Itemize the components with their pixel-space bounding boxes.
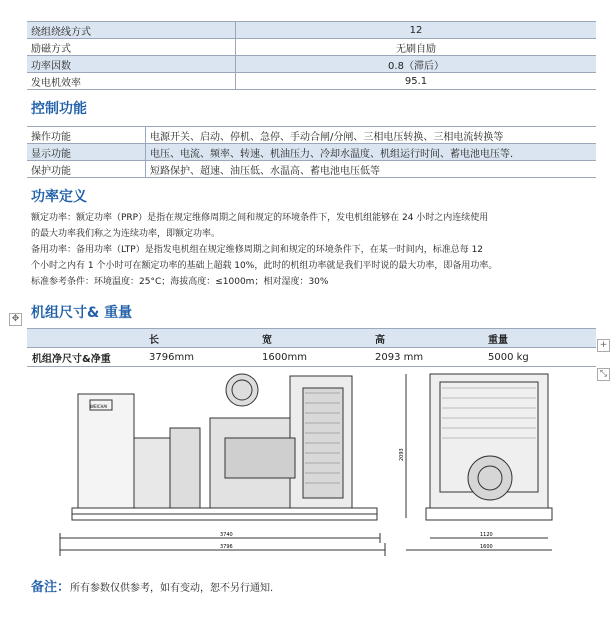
dims-section-title: 机组尺寸& 重量 (31, 305, 133, 321)
dims-row-label: 机组净尺寸&净重 (27, 348, 144, 367)
dims-header-cell: 宽 (257, 329, 370, 348)
front-dim-1: 1120 (480, 532, 493, 538)
control-row (27, 144, 596, 161)
control-value: 电压、电流、频率、转速、机油压力、冷却水温度、机组运行时间、蓄电池电压等. (146, 144, 597, 161)
power-paragraph (31, 210, 497, 290)
power-line: 备用功率：备用功率（LTP）是指发电机组在规定维修周期之间和规定的环境条件下，在某一时间内，标准总每 12 (31, 245, 484, 255)
height-dim: 2093 (399, 448, 405, 461)
power-line: 个小时之内有 1 个小时可在额定功率的基础上超载 10%，此时的机组功率就是我们平时说的最大功率，即备用功率。 (31, 261, 498, 271)
move-handle-icon[interactable]: ✥ (9, 313, 22, 326)
dims-cell: 5000 kg (483, 348, 596, 367)
power-line: 的最大功率我们称之为连续功率，即额定功率。 (31, 229, 221, 239)
control-label: 操作功能 (27, 127, 146, 144)
side-dim-2: 3796 (220, 544, 233, 550)
power-line: 额定功率：额定功率（PRP）是指在规定维修周期之间和规定的环境条件下，发电机组能够在 24 小时之内连续使用 (31, 213, 489, 223)
spec-row (27, 39, 596, 56)
control-row (27, 161, 596, 178)
spec-row (27, 22, 596, 39)
dims-data-row (27, 348, 596, 367)
genset-side-view-drawing (60, 368, 390, 560)
dims-header-cell: 长 (144, 329, 257, 348)
note-label: 备注： (31, 580, 71, 595)
dims-header-cell (27, 329, 144, 348)
footnote (31, 576, 273, 595)
spec-row (27, 56, 596, 73)
control-value: 电源开关、启动、停机、急停、手动合闸/分闸、三相电压转换、三相电流转换等 (146, 127, 597, 144)
spec-value: 0.8（滞后） (236, 56, 597, 73)
spec-label: 功率因数 (27, 56, 236, 73)
spec-value: 无刷自励 (236, 39, 597, 56)
control-row (27, 127, 596, 144)
spec-table (27, 21, 596, 90)
resize-handle-icon[interactable]: ⤡ (597, 368, 610, 381)
dims-header-row (27, 329, 596, 348)
spec-label: 发电机效率 (27, 73, 236, 90)
spec-value: 95.1 (236, 73, 597, 90)
note-text: 所有参数仅供参考，如有变动，恕不另行通知. (70, 583, 274, 594)
spec-value: 12 (236, 22, 597, 39)
spec-label: 绕组绕线方式 (27, 22, 236, 39)
front-dim-2: 1600 (480, 544, 493, 550)
genset-front-view-drawing (400, 368, 560, 560)
control-label: 显示功能 (27, 144, 146, 161)
control-label: 保护功能 (27, 161, 146, 178)
dims-header-cell: 重量 (483, 329, 596, 348)
dims-cell: 1600mm (257, 348, 370, 367)
plate-label: WEICHAI (90, 404, 108, 409)
control-value: 短路保护、超速、油压低、水温高、蓄电池电压低等 (146, 161, 597, 178)
side-dim-1: 3740 (220, 532, 233, 538)
dims-header-cell: 高 (370, 329, 483, 348)
power-section-title: 功率定义 (31, 189, 87, 205)
add-row-icon[interactable]: + (597, 339, 610, 352)
control-table (27, 126, 596, 178)
dims-table (27, 328, 596, 367)
spec-row (27, 73, 596, 90)
control-section-title: 控制功能 (31, 101, 87, 117)
spec-label: 励磁方式 (27, 39, 236, 56)
power-line: 标准参考条件：环境温度：25°C；海拔高度：≤1000m；相对湿度：30% (31, 277, 329, 287)
dims-cell: 3796mm (144, 348, 257, 367)
dims-cell: 2093 mm (370, 348, 483, 367)
